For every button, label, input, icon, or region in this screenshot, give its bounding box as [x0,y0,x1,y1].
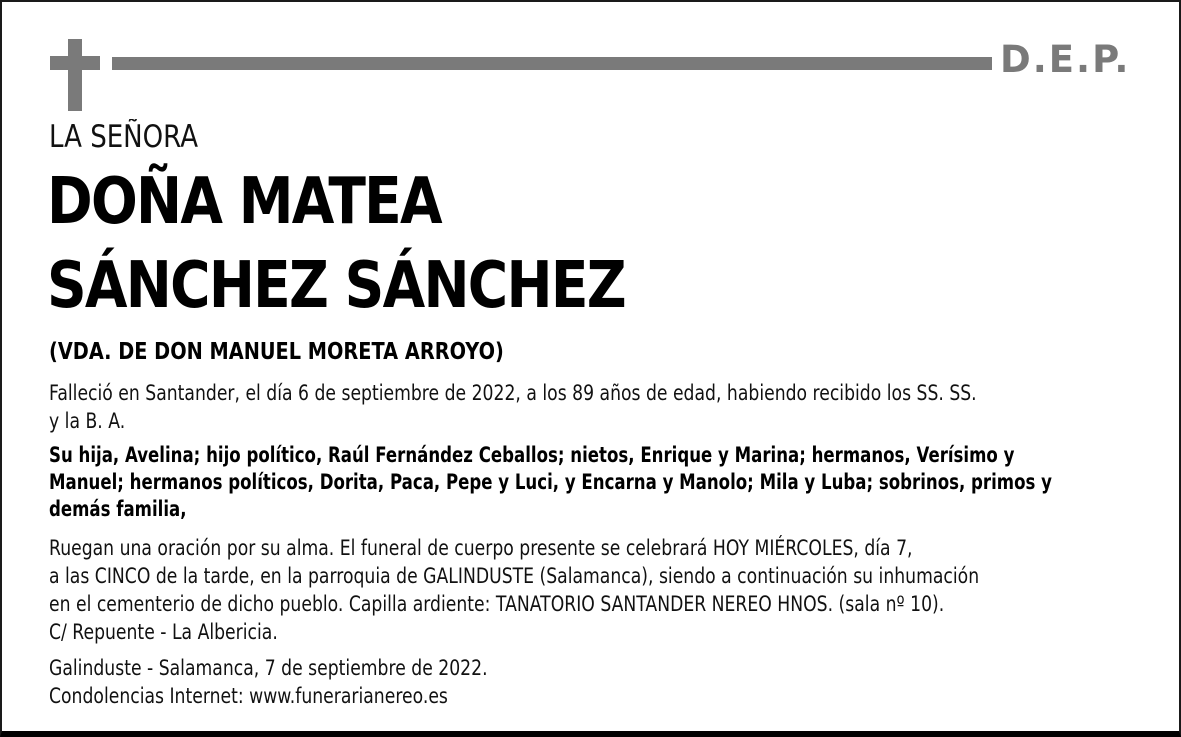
deceased-name-line-1: DOÑA MATEA [47,165,441,239]
header-rule [112,57,992,70]
condolences-line: Condolencias Internet: www.funerarianereo.es [49,684,448,708]
footer-paragraph [49,654,1090,710]
family-line: Manuel; hermanos políticos, Dorita, Paca, Pepe y Luci, y Encarna y Manolo; Mila y Luba; sobrinos, primos y [49,470,1052,494]
family-paragraph [49,442,1084,523]
family-line: demás familia, [49,497,187,521]
title-label: LA SEÑORA [49,119,199,155]
widow-of-line: (VDA. DE DON MANUEL MORETA ARROYO) [49,339,504,365]
funeral-line: a las CINCO de la tarde, en la parroquia de GALINDUSTE (Salamanca), siendo a continuación su inhumación [49,564,980,588]
funeral-line: C/ Repuente - La Albericia. [49,620,278,644]
place-date: Galinduste - Salamanca, 7 de septiembre de 2022. [49,656,488,680]
funeral-line: en el cementerio de dicho pueblo. Capilla ardiente: TANATORIO SANTANDER NEREO HNOS. (sala nº 10). [49,592,945,616]
death-notice-line: y la B. A. [49,409,126,433]
deceased-name-line-2: SÁNCHEZ SÁNCHEZ [47,249,625,323]
funeral-line: Ruegan una oración por su alma. El funeral de cuerpo presente se celebrará HOY MIÉRCOLES, día 7, [49,536,913,560]
dep-label: D.E.P. [1000,38,1131,81]
cross-icon [50,39,100,111]
funeral-paragraph [49,534,1090,646]
death-notice-line: Falleció en Santander, el día 6 de septiembre de 2022, a los 89 años de edad, habiendo recibido los SS. SS. [49,381,977,405]
family-line: Su hija, Avelina; hijo político, Raúl Fernández Ceballos; nietos, Enrique y Marina; hermanos, Verísimo y [49,443,1015,467]
death-notice-paragraph [49,379,1090,435]
